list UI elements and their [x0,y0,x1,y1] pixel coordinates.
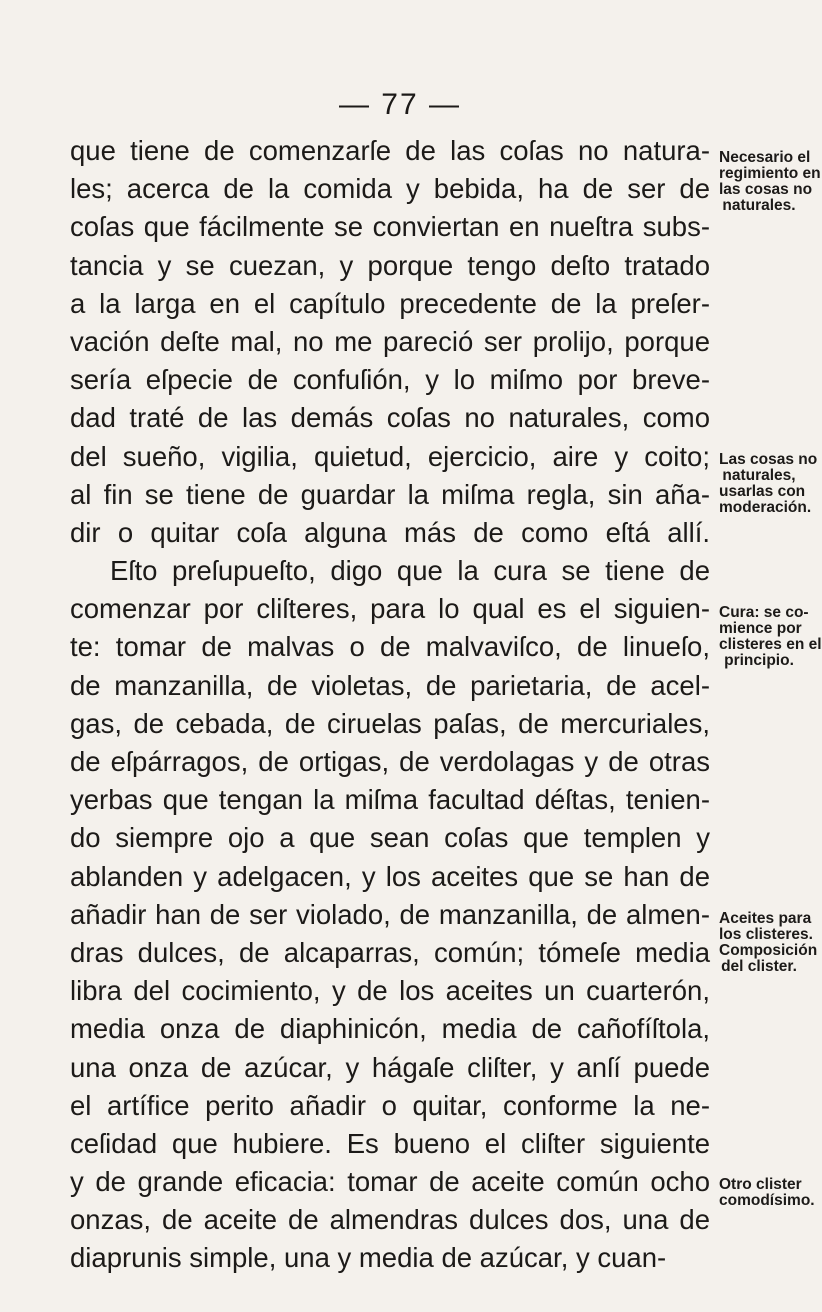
text-line: vación deſte mal, no me pareció ser prolijo, porque [70,325,710,357]
margin-note [719,1176,815,1209]
text-line: que tiene de comenzarſe de las coſas no natura- [70,135,710,166]
margin-note-line: principio. [724,652,794,669]
text-line: y de grande eficacia: tomar de aceite común ocho [70,1166,710,1198]
text-line: yerbas que tengan la miſma facultad déſtas, tenien- [70,784,710,816]
margin-note [719,604,822,669]
margin-note-line: moderación. [719,499,812,516]
margin-note-line: mience por [719,620,802,637]
text-line: Eſto preſupueſto, digo que la cura se tiene de [110,555,710,587]
margin-note-line: las cosas no [719,181,813,198]
margin-note-line: comodísimo. [719,1192,815,1209]
text-line: gas, de cebada, de ciruelas paſas, de mercuriales, [70,707,710,739]
margin-note-line: naturales, [722,467,796,484]
margin-note-line: Cura: se co- [719,604,809,621]
text-line: tancia y se cuezan, y porque tengo deſto tratado [70,249,710,281]
text-line: do siempre ojo a que sean coſas que templen y [70,822,710,854]
text-line: media onza de diaphinicón, media de cañofíſtola, [70,1013,710,1045]
text-line: del sueño, vigilia, quietud, ejercicio, aire y coito; [70,440,710,472]
text-line: añadir han de ser violado, de manzanilla, de almen- [70,898,710,930]
margin-note-line: Composición [719,942,818,959]
text-line: ceſidad que hubiere. Es bueno el cliſter siguiente [70,1127,710,1159]
margin-note-line: Necesario el [719,149,811,166]
text-line: les; acerca de la comida y bebida, ha de ser de [70,173,710,205]
text-line: dras dulces, de alcaparras, común; tómeſe media [70,936,710,968]
text-line: te: tomar de malvas o de malvaviſco, de linueſo, [70,631,710,663]
text-line: dad traté de las demás coſas no naturales, como [70,402,710,434]
text-line: una onza de azúcar, y hágaſe cliſter, y anſí puede [70,1051,710,1083]
margin-note-line: regimiento en [719,165,821,182]
text-line: diaprunis simple, una y media de azúcar, y cuan- [70,1242,667,1274]
margin-note-line: usarlas con [719,483,806,500]
text-line: coſas que fácilmente se conviertan en nueſtra subs- [70,211,710,243]
margin-note-line: Otro clister [719,1176,802,1193]
text-line: a la larga en el capítulo precedente de la preſer- [70,287,710,319]
margin-note-line: Aceites para [719,910,812,927]
margin-note [719,149,821,214]
text-line: libra del cocimiento, y de los aceites un cuarterón, [70,975,710,1007]
text-line: de manzanilla, de violetas, de parietaria, de acel- [70,669,710,701]
text-line: ablanden y adelgacen, y los aceites que se han de [70,860,710,892]
margin-note-line: del clister. [721,958,797,975]
margin-note-line: clisteres en el [719,636,822,653]
margin-note-line: Las cosas no [719,451,818,468]
text-line: onzas, de aceite de almendras dulces dos, una de [70,1204,710,1236]
text-line: de eſpárragos, de ortigas, de verdolagas y de otras [70,746,710,777]
page-number: — 77 — [338,88,462,121]
text-line: el artífice perito añadir o quitar, conforme la ne- [70,1089,710,1121]
text-line: sería eſpecie de confuſión, y lo miſmo por breve- [70,364,710,396]
margin-note-line: los clisteres. [719,926,813,943]
text-line: dir o quitar coſa alguna más de como eſtá allí. [70,516,710,548]
text-line: comenzar por cliſteres, para lo qual es el siguien- [70,593,710,625]
margin-note [719,910,818,975]
text-line: al fin se tiene de guardar la miſma regla, sin aña- [70,478,710,510]
margin-note [719,451,818,516]
body-text [70,132,710,1278]
margin-note-line: naturales. [722,197,796,214]
